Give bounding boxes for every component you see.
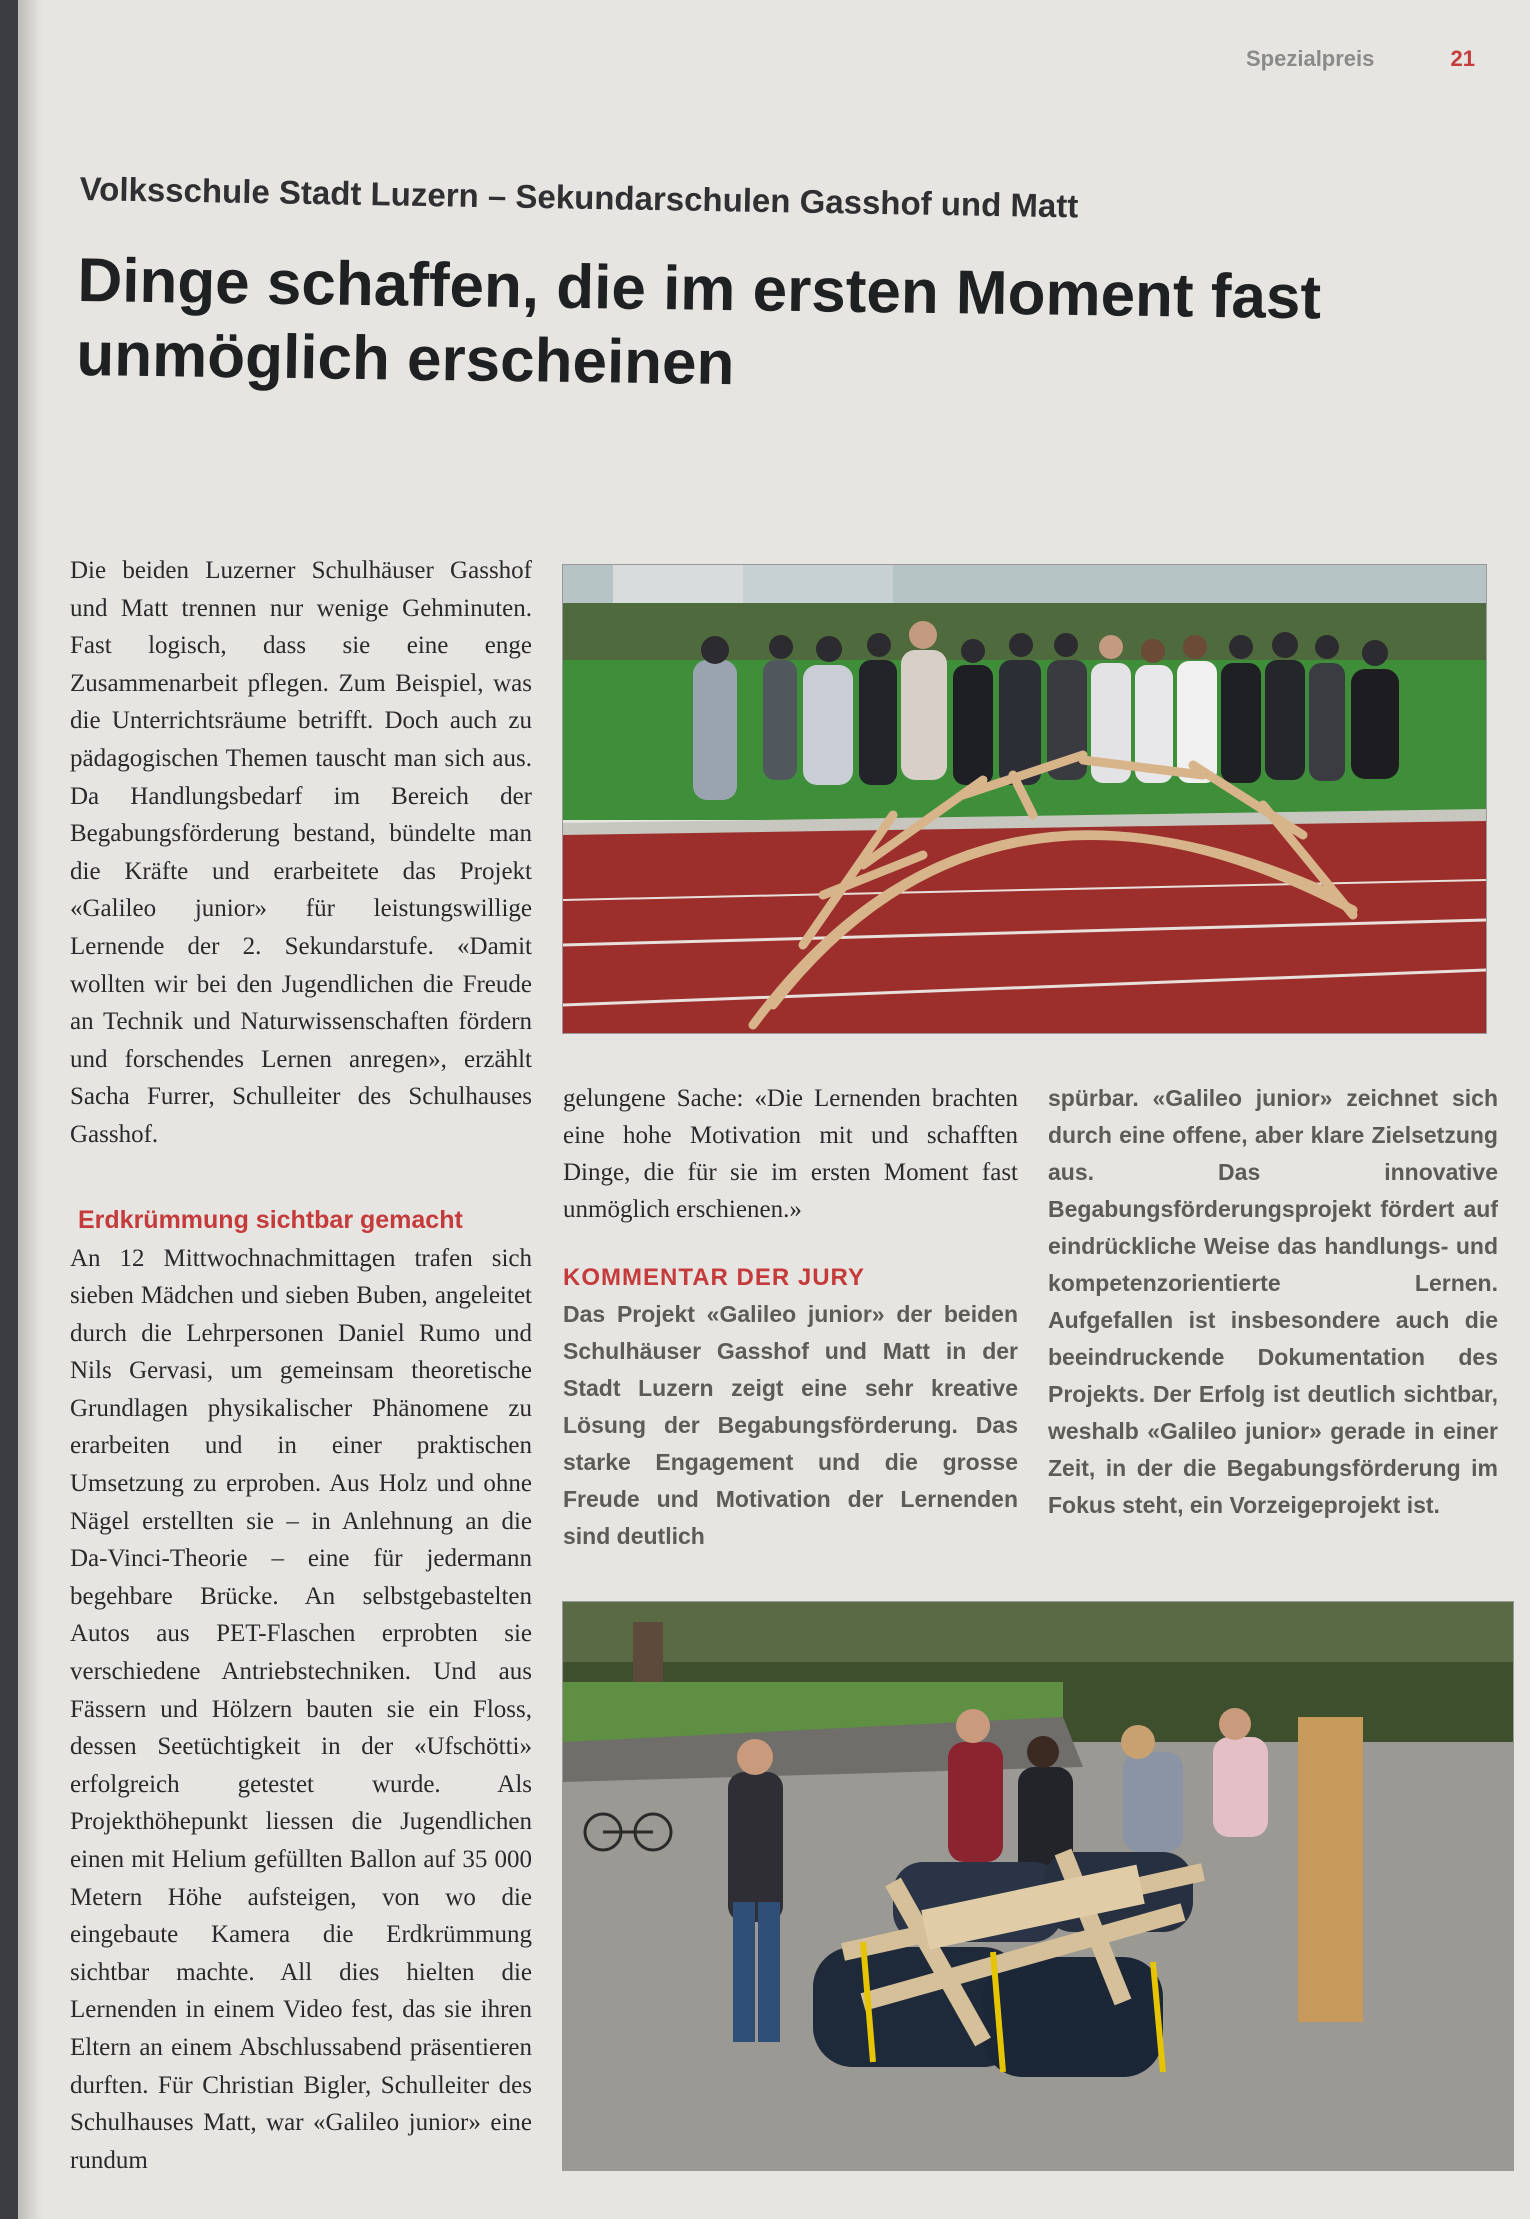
- magazine-page: [18, 0, 1530, 2219]
- bridge-group-photo: [563, 565, 1486, 1033]
- page-number: 21: [1450, 46, 1475, 71]
- body-paragraph: An 12 Mittwochnachmittagen trafen sich sieben Mädchen und sieben Buben, angeleitet durch die Lehrpersonen Daniel Rumo und Nils Gervasi, um gemeinsam theoretische Grundlagen physikalischer Phänomene zu erarbeiten und in einer praktischen Umsetzung zu erproben. Aus Holz und ohne Nägel erstellten sie – in Anlehnung an die Da-Vinci-Theorie – eine für jedermann begehbare Brücke. An selbstgebastelten Autos aus PET-Flaschen erprobten sie verschiedene Antriebstechniken. Und aus Fässern und Hölzern bauten sie ein Floss, dessen Seetüchtigkeit in der «Ufschötti» erfolgreich getestet wurde. Als Projekthöhepunkt liessen die Jugendlichen einen mit Helium gefüllten Ballon auf 35 000 Metern Höhe aufsteigen, von wo die eingebaute Kamera die Erdkrümmung sichtbar machte. All dies hielten die Lernenden in einem Video fest, das sie ihren Eltern an einem Abschlussabend präsentieren durften. Für Christian Bigler, Schulleiter des Schulhauses Matt, war «Galileo junior» eine rundum: [70, 1244, 532, 2174]
- body-paragraph-continued: gelungene Sache: «Die Lernenden brachten eine hohe Motivation mit und schafften Dinge, die für sie im ersten Moment fast unmöglich erschienen.»: [563, 1085, 1018, 1223]
- text-column-left: [70, 552, 532, 2179]
- jury-comment-part-2: spürbar. «Galileo junior» zeichnet sich durch eine offene, aber klare Zielsetzung aus. Das innovative Begabungsförderungsprojekt fördert auf eindrückliche Weise das handlungs- und kompetenzorientierte Lernen. Aufgefallen ist insbesondere auch die beeindruckende Dokumentation des Projekts. Der Erfolg ist deutlich sichtbar, weshalb «Galileo junior» gerade in einer Zeit, in der die Begabungsförderung im Fokus steht, ein Vorzeigeprojekt ist.: [1048, 1085, 1498, 1518]
- bridge-photo-image: [563, 565, 1486, 1033]
- intro-paragraph: Die beiden Luzerner Schulhäuser Gasshof und Matt trennen nur wenige Gehminuten. Fast logisch, dass sie eine enge Zusammenarbeit pflegen. Zum Beispiel, was die Unterrichtsräume betrifft. Doch auch zu pädagogischen Themen tauscht man sich aus. Da Handlungsbedarf im Bereich der Begabungsförderung bestand, bündelte man die Kräfte und erarbeitete das Projekt «Galileo junior» für leistungswillige Lernende der 2. Sekundarstufe. «Damit wollten wir bei den Jugendlichen die Freude an Technik und Naturwissenschaften fördern und forschendes Lernen anregen», erzählt Sacha Furrer, Schulleiter des Schulhauses Gasshof.: [70, 557, 532, 1148]
- page-binding: [18, 0, 42, 2219]
- jury-comment-part-1: Das Projekt «Galileo junior» der beiden Schulhäuser Gasshof und Matt in der Stadt Luzern zeigt eine sehr kreative Lösung der Begabungsförderung. Das starke Engagement und die grosse Freude und Motivation der Lernenden sind deutlich: [563, 1301, 1018, 1549]
- running-header: [1246, 46, 1475, 72]
- raft-photo-image: [563, 1602, 1513, 2170]
- section-subhead: Erdkrümmung sichtbar gemacht: [78, 1205, 463, 1234]
- text-column-middle: [563, 1080, 1018, 1555]
- article-kicker: Volksschule Stadt Luzern – Sekundarschulen Gasshof und Matt: [79, 170, 1079, 225]
- raft-building-photo: [563, 1602, 1513, 2170]
- section-label: Spezialpreis: [1246, 46, 1375, 71]
- jury-heading: KOMMENTAR DER JURY: [563, 1264, 866, 1291]
- article-headline: Dinge schaffen, die im ersten Moment fast unmöglich erscheinen: [75, 245, 1322, 399]
